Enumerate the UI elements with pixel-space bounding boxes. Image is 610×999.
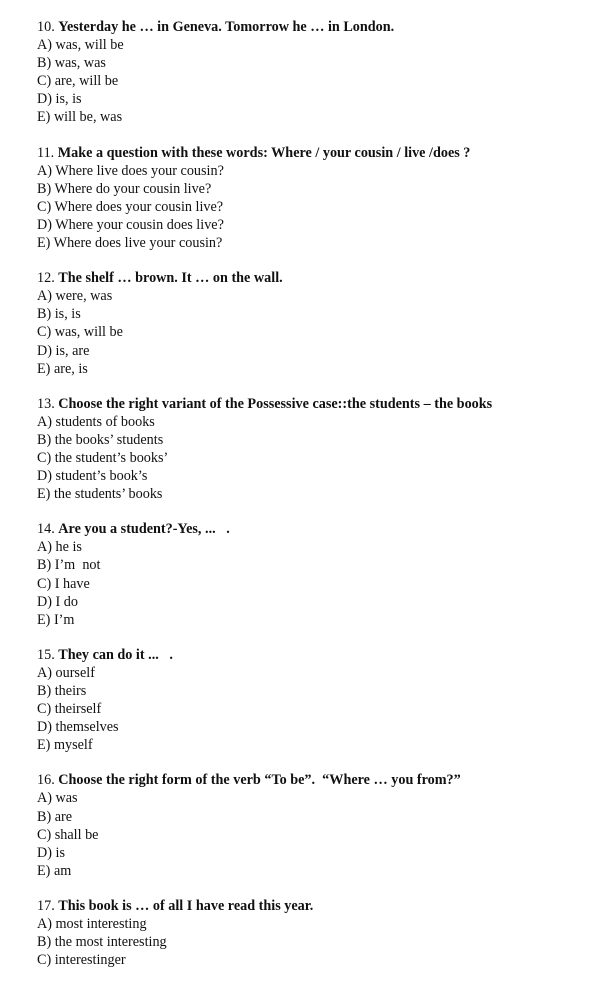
- question-prompt: [37, 18, 602, 36]
- answer-option-e: E) are, is: [37, 360, 88, 377]
- question-prompt: [37, 897, 602, 915]
- answer-option-c: C) shall be: [37, 826, 99, 843]
- question-17: [37, 897, 602, 969]
- answer-option-d: D) is, are: [37, 342, 90, 359]
- question-text: Choose the right variant of the Possessive case::the students – the books: [58, 395, 493, 412]
- question-13: [37, 395, 602, 504]
- question-number: 16.: [37, 772, 55, 789]
- question-15: [37, 646, 602, 755]
- answer-option-e: E) myself: [37, 737, 93, 754]
- answer-option-a: A) students of books: [37, 413, 155, 430]
- test-page: [37, 18, 602, 969]
- answer-option-a: A) most interesting: [37, 916, 147, 933]
- question-number: 12.: [37, 270, 55, 287]
- answer-option-b: B) are: [37, 808, 73, 825]
- answer-option-b: B) the books’ students: [37, 431, 164, 448]
- answer-option-c: C) Where does your cousin live?: [37, 198, 224, 215]
- question-number: 10.: [37, 19, 55, 35]
- answer-option-b: B) theirs: [37, 683, 87, 699]
- question-number: 14.: [37, 521, 55, 538]
- question-number: 17.: [37, 897, 55, 914]
- answer-option-e: E) the students’ books: [37, 486, 163, 503]
- answer-option-b: B) is, is: [37, 306, 81, 323]
- question-text: Choose the right form of the verb “To be”. “Where … you from?”: [58, 772, 461, 789]
- answer-option-a: A) was, will be: [37, 37, 124, 54]
- answer-option-e: E) will be, was: [37, 109, 123, 126]
- answer-option-c: C) theirself: [37, 701, 102, 718]
- question-number: 11.: [37, 144, 55, 161]
- answer-option-e: E) I’m: [37, 611, 75, 628]
- question-16: [37, 771, 602, 880]
- answer-option-b: B) Where do your cousin live?: [37, 180, 212, 197]
- answer-option-a: A) ourself: [37, 664, 95, 681]
- question-text: Yesterday he … in Geneva. Tomorrow he … in London.: [58, 19, 395, 35]
- answer-option-a: A) Where live does your cousin?: [37, 162, 224, 179]
- question-prompt: [37, 395, 602, 413]
- question-14: [37, 520, 602, 629]
- question-number: 13.: [37, 395, 55, 412]
- question-prompt: [37, 771, 602, 789]
- answer-option-e: E) Where does live your cousin?: [37, 235, 223, 252]
- answer-option-c: C) the student’s books’: [37, 449, 169, 466]
- answer-option-a: A) were, was: [37, 288, 113, 305]
- question-text: They can do it ... .: [58, 646, 173, 663]
- answer-option-d: D) I do: [37, 593, 78, 610]
- question-12: [37, 269, 602, 378]
- answer-option-d: D) Where your cousin does live?: [37, 216, 224, 233]
- question-text: This book is … of all I have read this year.: [58, 897, 314, 914]
- answer-option-d: D) is: [37, 844, 65, 861]
- answer-option-c: C) I have: [37, 575, 90, 592]
- answer-option-a: A) was: [37, 790, 78, 807]
- answer-option-d: D) is, is: [37, 91, 82, 108]
- question-text: Are you a student?-Yes, ... .: [58, 521, 230, 538]
- answer-option-c: C) was, will be: [37, 324, 123, 341]
- answer-option-b: B) I’m not: [37, 557, 101, 574]
- answer-option-d: D) themselves: [37, 719, 119, 736]
- question-text: Make a question with these words: Where / your cousin / live /does ?: [57, 144, 471, 161]
- question-text: The shelf … brown. It … on the wall.: [58, 270, 283, 287]
- question-prompt: [37, 144, 602, 162]
- answer-option-d: D) student’s book’s: [37, 468, 148, 485]
- answer-option-b: B) was, was: [37, 55, 106, 72]
- question-prompt: [37, 520, 602, 538]
- answer-option-a: A) he is: [37, 539, 82, 556]
- question-prompt: [37, 269, 602, 287]
- answer-option-c: C) interestinger: [37, 952, 126, 969]
- question-number: 15.: [37, 646, 55, 663]
- answer-option-e: E) am: [37, 862, 72, 879]
- question-11: [37, 144, 602, 253]
- question-prompt: [37, 646, 602, 664]
- answer-option-b: B) the most interesting: [37, 934, 167, 951]
- answer-option-c: C) are, will be: [37, 73, 119, 90]
- question-10: [37, 18, 602, 127]
